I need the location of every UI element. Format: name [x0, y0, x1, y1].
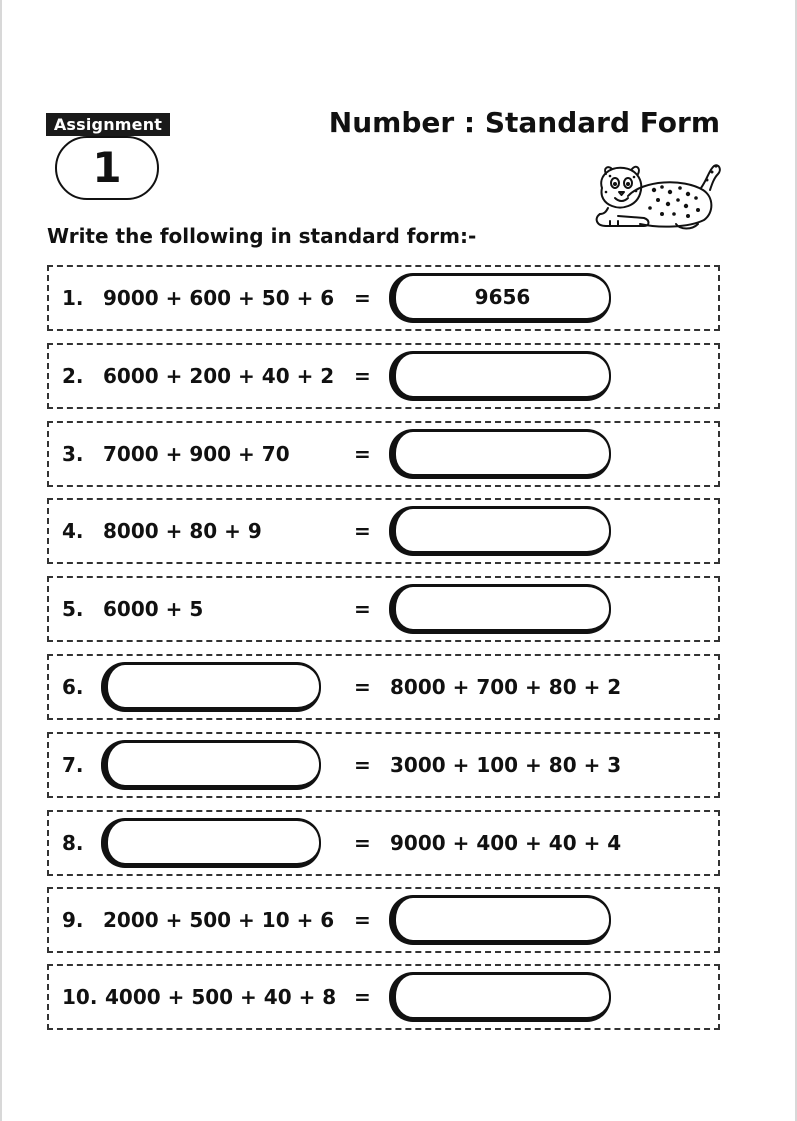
answer-box[interactable] — [389, 506, 611, 556]
assignment-number: 1 — [55, 136, 159, 200]
equals-sign: = — [354, 753, 371, 777]
answer-box[interactable] — [389, 273, 611, 323]
equals-sign: = — [354, 831, 371, 855]
question-expression: 6000 + 5 — [103, 597, 204, 621]
answer-box[interactable] — [101, 740, 321, 790]
question-row — [47, 343, 720, 409]
page-edge — [0, 0, 2, 1121]
question-row — [47, 887, 720, 953]
question-row — [47, 265, 720, 331]
question-expression: 2000 + 500 + 10 + 6 — [103, 908, 335, 932]
question-row — [47, 498, 720, 564]
question-row — [47, 810, 720, 876]
question-number: 7. — [62, 753, 84, 777]
answer-box[interactable] — [389, 972, 611, 1022]
question-number: 4. — [62, 519, 84, 543]
question-expression: 8000 + 700 + 80 + 2 — [390, 675, 622, 699]
question-expression: 4000 + 500 + 40 + 8 — [105, 985, 337, 1009]
leopard-icon — [588, 158, 724, 236]
answer-value: 9656 — [474, 285, 531, 309]
question-expression: 9000 + 400 + 40 + 4 — [390, 831, 622, 855]
question-number: 9. — [62, 908, 84, 932]
equals-sign: = — [354, 675, 371, 699]
question-expression: 6000 + 200 + 40 + 2 — [103, 364, 335, 388]
question-number: 8. — [62, 831, 84, 855]
assignment-label: Assignment — [46, 113, 170, 136]
answer-box[interactable] — [389, 429, 611, 479]
question-expression: 8000 + 80 + 9 — [103, 519, 262, 543]
question-number: 10. — [62, 985, 98, 1009]
question-expression: 9000 + 600 + 50 + 6 — [103, 286, 335, 310]
question-row — [47, 964, 720, 1030]
equals-sign: = — [354, 286, 371, 310]
equals-sign: = — [354, 442, 371, 466]
question-number: 1. — [62, 286, 84, 310]
answer-box[interactable] — [389, 351, 611, 401]
question-number: 5. — [62, 597, 84, 621]
equals-sign: = — [354, 519, 371, 543]
question-row — [47, 421, 720, 487]
equals-sign: = — [354, 908, 371, 932]
answer-box[interactable] — [101, 662, 321, 712]
question-row — [47, 732, 720, 798]
equals-sign: = — [354, 597, 371, 621]
question-row — [47, 654, 720, 720]
question-row — [47, 576, 720, 642]
question-expression: 3000 + 100 + 80 + 3 — [390, 753, 622, 777]
equals-sign: = — [354, 364, 371, 388]
answer-box[interactable] — [389, 895, 611, 945]
equals-sign: = — [354, 985, 371, 1009]
question-number: 2. — [62, 364, 84, 388]
question-expression: 7000 + 900 + 70 — [103, 442, 290, 466]
answer-box[interactable] — [389, 584, 611, 634]
page-title: Number : Standard Form — [328, 106, 720, 139]
instruction-text: Write the following in standard form:- — [47, 224, 477, 248]
question-number: 6. — [62, 675, 84, 699]
question-number: 3. — [62, 442, 84, 466]
answer-box[interactable] — [101, 818, 321, 868]
